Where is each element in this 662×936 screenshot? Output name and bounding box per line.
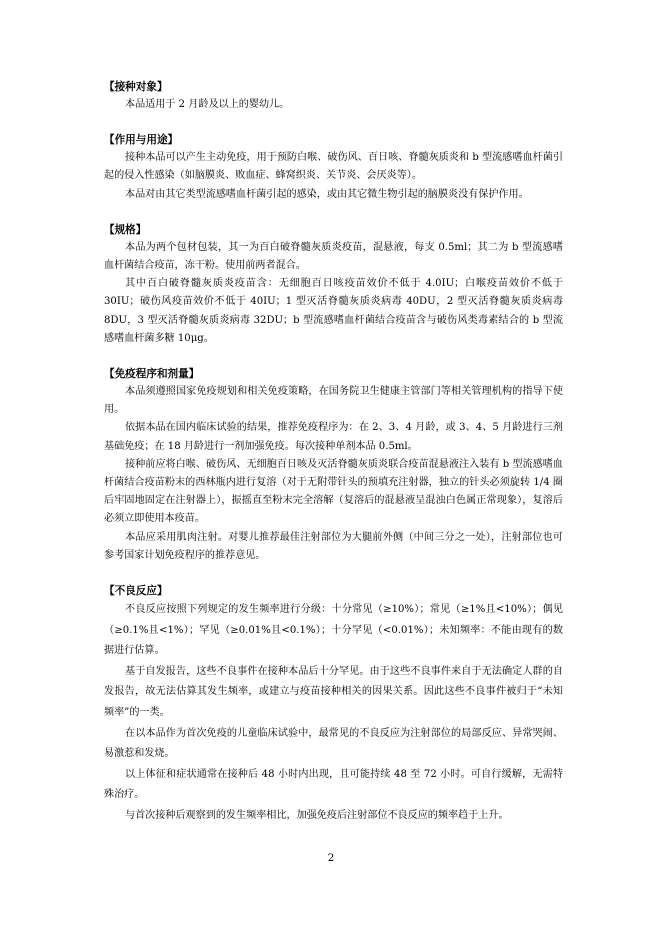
heading-recipients: 【接种对象】 bbox=[104, 81, 168, 93]
paragraph: 本品应采用肌肉注射。对婴儿推荐最佳注射部位为大腿前外侧（中间三分之一处），注射部位也可参考国家计划免疫程序的推荐意见。 bbox=[104, 531, 563, 561]
paragraph: 在以本品作为首次免疫的儿童临床试验中，最常见的不良反应为注射部位的局部反应、异常哭闹、易激惹和发烧。 bbox=[104, 727, 563, 760]
paragraph: 本品为两个包材包装，其一为百白破脊髓灰质炎疫苗，混悬液，每支 0.5ml；其二为 b 型流感嗜血杆菌结合疫苗，冻干粉。使用前两者混合。 bbox=[104, 241, 563, 272]
heading-schedule: 【免疫程序和剂量】 bbox=[104, 368, 200, 381]
paragraph: 其中百白破脊髓灰质炎疫苗含：无细胞百日咳疫苗效价不低于 4.0IU；白喉疫苗效价不低于 30IU；破伤风疫苗效价不低于 40IU；1 型灭活脊髓灰质炎病毒 40DU，2 型灭活脊髓灰质炎病毒 8DU，3 型灭活脊髓灰质炎病毒 32DU；b 型流感嗜血杆菌结合疫苗含与破伤风类毒素结合的 b 型流感嗜血杆菌多糖 10μg。 bbox=[104, 278, 563, 344]
heading-function: 【作用与用途】 bbox=[104, 134, 179, 147]
heading-specification: 【规格】 bbox=[104, 223, 147, 236]
document-body bbox=[104, 78, 563, 827]
paragraph: 与首次接种后观察到的发生频率相比，加强免疫后注射部位不良反应的频率趋于上升。 bbox=[125, 810, 509, 821]
paragraph: 接种前应将白喉、破伤风、无细胞百日咳及灭活脊髓灰质炎联合疫苗混悬液注入装有 b 型流感嗜血杆菌结合疫苗粉末的西林瓶内进行复溶（对于无附带针头的预填充注射器，独立的针头必须旋转 1/4 圈后牢固地固定在注射器上），振摇直至粉末完全溶解（复溶后的混悬液呈混浊白色属正常现象），复溶后必须立即使用本疫苗。 bbox=[104, 458, 563, 525]
paragraph: 接种本品可以产生主动免疫，用于预防白喉、破伤风、百日咳、脊髓灰质炎和 b 型流感嗜血杆菌引起的侵入性感染（如脑膜炎、败血症、蜂窝织炎、关节炎、会厌炎等）。 bbox=[104, 152, 563, 182]
paragraph: 基于自发报告，这些不良事件在接种本品后十分罕见。由于这些不良事件来自于无法确定人群的自发报告，故无法估算其发生频率，或建立与疫苗接种相关的因果关系。因此这些不良事件被归于“未知频率”的一类。 bbox=[104, 665, 563, 719]
paragraph: 本品对由其它类型流感嗜血杆菌引起的感染，或由其它微生物引起的脑膜炎没有保护作用。 bbox=[125, 188, 529, 200]
section-function bbox=[104, 131, 563, 204]
paragraph: 本品适用于 2 月龄及以上的婴幼儿。 bbox=[125, 99, 290, 110]
paragraph: 依据本品在国内临床试验的结果，推荐免疫程序为：在 2、3、4 月龄，或 3、4、5 月龄进行三剂基础免疫；在 18 月龄进行一剂加强免疫。每次接种单剂本品 0.5ml。 bbox=[104, 422, 563, 452]
section-recipients bbox=[104, 78, 563, 114]
section-schedule bbox=[104, 365, 563, 565]
paragraph: 本品须遵照国家免疫规划和相关免疫策略，在国务院卫生健康主管部门等相关管理机构的指导下使用。 bbox=[104, 386, 563, 416]
paragraph: 不良反应按照下列规定的发生频率进行分级：十分常见（≥10%）；常见（≥1%且<10%）；偶见（≥0.1%且<1%）；罕见（≥0.01%且<0.1%）；十分罕见（<0.01%）；未知频率：不能由现有的数据进行估算。 bbox=[104, 604, 563, 657]
page-number: 2 bbox=[327, 852, 335, 864]
section-adverse-reactions bbox=[104, 582, 563, 827]
section-specification bbox=[104, 221, 563, 348]
paragraph: 以上体征和症状通常在接种后 48 小时内出现，且可能持续 48 至 72 小时。可自行缓解，无需特殊治疗。 bbox=[104, 768, 563, 801]
heading-adverse-reactions: 【不良反应】 bbox=[104, 585, 168, 598]
